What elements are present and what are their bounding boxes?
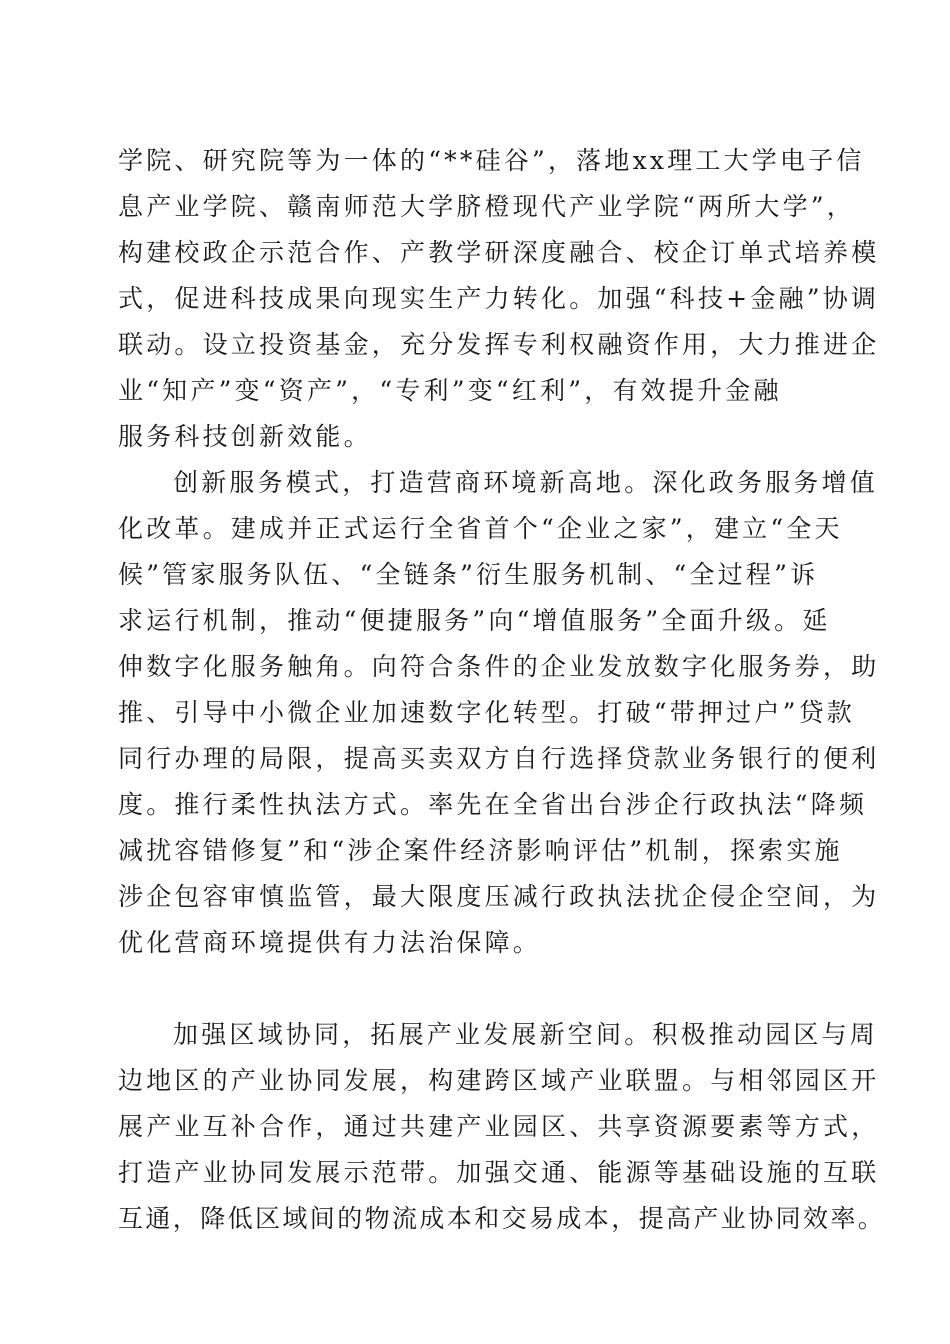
- text-line: 优化营商环境提供有力法治保障。: [118, 928, 542, 957]
- text-line: 式，促进科技成果向现实生产力转化。加强“科技+金融”协调: [118, 284, 880, 313]
- text-line: 涉企包容审慎监管，最大限度压减行政执法扰企侵企空间，为: [118, 882, 880, 911]
- text-line: 化改革。建成并正式运行全省首个“企业之家”，建立“全天: [118, 514, 843, 543]
- text-line: 边地区的产业协同发展，构建跨区域产业联盟。与相邻园区开: [118, 1066, 880, 1095]
- text-line: 打造产业协同发展示范带。加强交通、能源等基础设施的互联: [118, 1158, 880, 1187]
- text-line: 同行办理的局限，提高买卖双方自行选择贷款业务银行的便利: [118, 744, 880, 773]
- text-line: 推、引导中小微企业加速数字化转型。打破“带押过户”贷款: [118, 698, 855, 727]
- text-line: 求运行机制，推动“便捷服务”向“增值服务”全面升级。延: [118, 606, 831, 635]
- text-line: 展产业互补合作，通过共建产业园区、共享资源要素等方式，: [118, 1112, 880, 1141]
- text-line: 构建校政企示范合作、产教学研深度融合、校企订单式培养模: [118, 238, 880, 267]
- text-line: 业“知产”变“资产”，“专利”变“红利”，有效提升金融: [118, 376, 782, 405]
- text-line: 学院、研究院等为一体的“**硅谷”，落地xx理工大学电子信: [118, 146, 865, 175]
- text-line: 伸数字化服务触角。向符合条件的企业发放数字化服务券，助: [118, 652, 880, 681]
- text-line: 息产业学院、赣南师范大学脐橙现代产业学院“两所大学”，: [118, 192, 855, 221]
- text-line: 度。推行柔性执法方式。率先在全省出台涉企行政执法“降频: [118, 790, 868, 819]
- text-line: 服务科技创新效能。: [118, 422, 372, 451]
- text-line: 减扰容错修复”和“涉企案件经济影响评估”机制，探索实施: [118, 836, 843, 865]
- text-line: 联动。设立投资基金，充分发挥专利权融资作用，大力推进企: [118, 330, 880, 359]
- text-line: 互通，降低区域间的物流成本和交易成本，提高产业协同效率。: [118, 1204, 886, 1233]
- text-line: 候”管家服务队伍、“全链条”衍生服务机制、“全过程”诉: [118, 560, 819, 589]
- paragraph-first-line: 加强区域协同，拓展产业发展新空间。积极推动园区与周: [173, 1020, 879, 1049]
- paragraph-first-line: 创新服务模式，打造营商环境新高地。深化政务服务增值: [173, 468, 879, 497]
